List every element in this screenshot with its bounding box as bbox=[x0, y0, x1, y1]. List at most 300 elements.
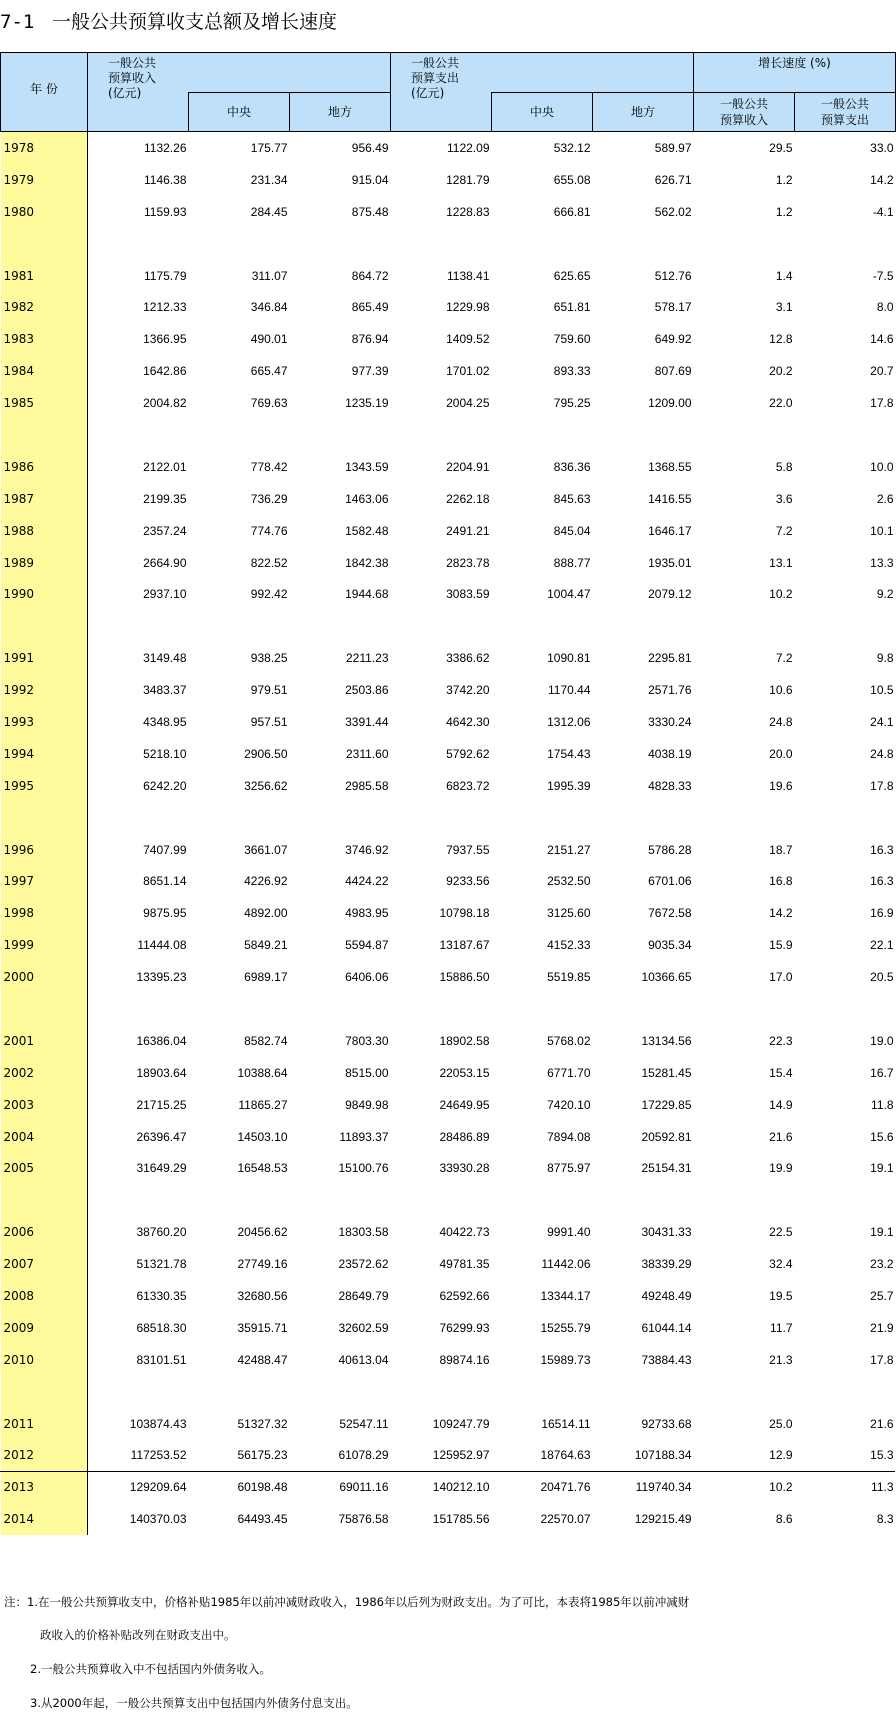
revenue-total-cell: 2004.82 bbox=[143, 396, 187, 411]
growth-revenue-cell: 3.6 bbox=[775, 491, 793, 506]
revenue-local-cell: 3391.44 bbox=[345, 714, 389, 729]
revenue-local-cell: 69011.16 bbox=[339, 1480, 389, 1495]
revenue-local-cell: 4983.95 bbox=[345, 906, 389, 921]
expenditure-local-cell: 7672.58 bbox=[648, 906, 692, 921]
expenditure-total-cell: 13187.67 bbox=[439, 938, 490, 953]
growth-expenditure-cell: 15.6 bbox=[870, 1129, 894, 1144]
expenditure-central-cell: 22570.07 bbox=[540, 1512, 591, 1527]
revenue-central-cell: 60198.48 bbox=[237, 1480, 288, 1495]
growth-revenue-cell: 14.9 bbox=[769, 1097, 793, 1112]
table-row bbox=[1, 961, 896, 993]
expenditure-central-cell: 20471.76 bbox=[540, 1480, 591, 1495]
growth-expenditure-cell: 9.2 bbox=[876, 587, 894, 602]
growth-expenditure-cell: 16.7 bbox=[870, 1065, 894, 1080]
expenditure-central-cell: 1170.44 bbox=[548, 683, 591, 698]
growth-expenditure-cell: 19.1 bbox=[870, 1225, 894, 1240]
revenue-total-cell: 1132.26 bbox=[144, 140, 187, 155]
expenditure-local-cell: 9035.34 bbox=[648, 938, 692, 953]
expenditure-total-cell: 40422.73 bbox=[439, 1225, 490, 1240]
revenue-central-cell: 32680.56 bbox=[237, 1289, 288, 1303]
revenue-central-cell: 665.47 bbox=[250, 364, 288, 379]
revenue-total-cell: 1642.86 bbox=[143, 364, 187, 379]
revenue-total-cell: 6242.20 bbox=[143, 778, 187, 793]
revenue-local-cell: 2503.86 bbox=[345, 683, 389, 698]
growth-revenue-cell: 17.0 bbox=[769, 970, 793, 985]
year-cell: 1995 bbox=[1, 770, 88, 802]
expenditure-local-cell: 807.69 bbox=[654, 364, 692, 379]
year-cell: 1994 bbox=[1, 738, 88, 770]
growth-revenue-cell: 7.2 bbox=[775, 651, 793, 666]
expenditure-central-cell: 6771.70 bbox=[547, 1065, 591, 1080]
revenue-central-cell: 284.45 bbox=[250, 204, 288, 219]
growth-expenditure-cell: 10.1 bbox=[870, 523, 894, 538]
expenditure-central-cell: 795.25 bbox=[553, 396, 591, 411]
revenue-total-cell: 129209.64 bbox=[129, 1480, 187, 1495]
expenditure-central-cell: 5768.02 bbox=[547, 1033, 591, 1048]
growth-revenue-cell: 19.5 bbox=[769, 1289, 793, 1303]
expenditure-local-cell: 512.76 bbox=[654, 268, 692, 283]
revenue-total-cell: 3149.48 bbox=[143, 651, 187, 666]
growth-expenditure-cell: 8.0 bbox=[876, 300, 894, 315]
expenditure-local-cell: 61044.14 bbox=[641, 1320, 692, 1335]
expenditure-total-cell: 28486.89 bbox=[439, 1129, 490, 1144]
header-revenue bbox=[88, 53, 189, 132]
growth-expenditure-cell: 15.3 bbox=[870, 1448, 894, 1463]
expenditure-local-cell: 1416.55 bbox=[648, 491, 692, 506]
expenditure-central-cell: 893.33 bbox=[553, 364, 591, 379]
revenue-local-cell: 28649.79 bbox=[338, 1289, 389, 1303]
expenditure-local-cell: 30431.33 bbox=[641, 1225, 692, 1240]
expenditure-local-cell: 1935.01 bbox=[648, 555, 692, 570]
year-cell: 1998 bbox=[1, 897, 88, 929]
expenditure-local-cell: 4828.33 bbox=[648, 778, 692, 793]
table-row bbox=[1, 323, 896, 355]
expenditure-total-cell: 1229.98 bbox=[446, 300, 490, 315]
revenue-local-cell: 6406.06 bbox=[345, 970, 389, 985]
header-expenditure-central: 中央 bbox=[492, 93, 593, 132]
expenditure-central-cell: 3125.60 bbox=[547, 906, 591, 921]
year-cell: 2000 bbox=[1, 961, 88, 993]
growth-revenue-cell: 29.5 bbox=[769, 140, 793, 155]
header-expenditure bbox=[391, 53, 492, 132]
expenditure-total-cell: 49781.35 bbox=[439, 1257, 490, 1272]
expenditure-total-cell: 7937.55 bbox=[446, 842, 490, 857]
growth-expenditure-cell: 17.8 bbox=[870, 396, 894, 411]
growth-expenditure-cell: 11.3 bbox=[871, 1480, 894, 1495]
growth-expenditure-cell: 21.6 bbox=[870, 1416, 894, 1431]
expenditure-total-cell: 10798.18 bbox=[439, 906, 490, 921]
growth-expenditure-cell: 20.7 bbox=[870, 364, 894, 379]
revenue-central-cell: 3256.62 bbox=[244, 778, 288, 793]
revenue-local-cell: 1343.59 bbox=[345, 459, 389, 474]
expenditure-central-cell: 2151.27 bbox=[547, 842, 591, 857]
expenditure-total-cell: 1138.41 bbox=[447, 268, 490, 283]
table-header bbox=[1, 53, 896, 132]
revenue-central-cell: 35915.71 bbox=[237, 1320, 288, 1335]
table-row bbox=[1, 291, 896, 323]
revenue-central-cell: 16548.53 bbox=[237, 1161, 288, 1176]
revenue-local-cell: 1582.48 bbox=[345, 523, 389, 538]
revenue-central-cell: 8582.74 bbox=[244, 1033, 288, 1048]
table-row bbox=[1, 196, 896, 228]
expenditure-total-cell: 9233.56 bbox=[446, 874, 490, 889]
page-title bbox=[0, 8, 337, 36]
header-growth-revenue bbox=[694, 93, 795, 132]
growth-expenditure-cell: 17.8 bbox=[870, 778, 894, 793]
table-row bbox=[1, 1408, 896, 1440]
revenue-total-cell: 140370.03 bbox=[129, 1512, 187, 1527]
expenditure-local-cell: 6701.06 bbox=[648, 874, 692, 889]
expenditure-local-cell: 25154.31 bbox=[641, 1161, 692, 1176]
growth-revenue-cell: 15.9 bbox=[769, 938, 793, 953]
year-cell: 2011 bbox=[1, 1408, 88, 1440]
revenue-total-cell: 8651.14 bbox=[143, 874, 187, 889]
revenue-central-cell: 14503.10 bbox=[237, 1129, 288, 1144]
table-row bbox=[1, 1344, 896, 1376]
expenditure-local-cell: 626.71 bbox=[654, 172, 692, 187]
revenue-total-cell: 103874.43 bbox=[129, 1416, 187, 1431]
revenue-total-cell: 21715.25 bbox=[136, 1097, 187, 1112]
table-bottom-rule bbox=[0, 1471, 895, 1472]
revenue-local-cell: 864.72 bbox=[351, 268, 389, 283]
revenue-local-cell: 1235.19 bbox=[345, 396, 389, 411]
growth-expenditure-cell: 8.3 bbox=[876, 1512, 894, 1527]
year-cell: 2003 bbox=[1, 1089, 88, 1121]
expenditure-total-cell: 62592.66 bbox=[439, 1289, 490, 1303]
expenditure-total-cell: 2004.25 bbox=[446, 396, 490, 411]
spacer-row bbox=[1, 419, 896, 451]
growth-revenue-cell: 22.0 bbox=[769, 396, 793, 411]
expenditure-total-cell: 4642.30 bbox=[446, 714, 490, 729]
table-title: 一般公共预算收支总额及增长速度 bbox=[52, 11, 338, 33]
year-cell: 2007 bbox=[1, 1248, 88, 1280]
revenue-total-cell: 117253.52 bbox=[130, 1448, 187, 1463]
expenditure-total-cell: 76299.93 bbox=[439, 1320, 490, 1335]
expenditure-total-cell: 15886.50 bbox=[439, 970, 490, 985]
budget-table bbox=[0, 52, 896, 1535]
table-row bbox=[1, 929, 896, 961]
expenditure-local-cell: 2571.76 bbox=[648, 683, 692, 698]
revenue-total-cell: 2664.90 bbox=[143, 555, 187, 570]
expenditure-central-cell: 13344.17 bbox=[540, 1289, 591, 1303]
revenue-central-cell: 51327.32 bbox=[237, 1416, 288, 1431]
year-cell: 1983 bbox=[1, 323, 88, 355]
growth-revenue-cell: 10.2 bbox=[769, 587, 793, 602]
expenditure-total-cell: 2823.78 bbox=[446, 555, 490, 570]
growth-revenue-cell: 19.6 bbox=[769, 778, 793, 793]
expenditure-local-cell: 3330.24 bbox=[648, 714, 692, 729]
revenue-local-cell: 875.48 bbox=[351, 204, 389, 219]
revenue-local-cell: 18303.58 bbox=[338, 1225, 389, 1240]
table-row bbox=[1, 1025, 896, 1057]
revenue-local-cell: 956.49 bbox=[351, 140, 389, 155]
year-cell: 1997 bbox=[1, 865, 88, 897]
year-cell: 2002 bbox=[1, 1057, 88, 1089]
expenditure-total-cell: 1281.79 bbox=[446, 172, 490, 187]
table-row bbox=[1, 578, 896, 610]
growth-expenditure-cell: 21.9 bbox=[870, 1320, 894, 1335]
revenue-local-cell: 8515.00 bbox=[345, 1065, 389, 1080]
growth-expenditure-cell: 13.3 bbox=[870, 555, 894, 570]
expenditure-local-cell: 49248.49 bbox=[641, 1289, 692, 1303]
growth-revenue-cell: 20.2 bbox=[769, 364, 793, 379]
expenditure-local-cell: 13134.56 bbox=[641, 1033, 692, 1048]
revenue-total-cell: 2357.24 bbox=[143, 523, 187, 538]
growth-expenditure-cell: -4.1 bbox=[872, 204, 894, 219]
header-growth: 增长速度 (%) bbox=[694, 53, 896, 93]
revenue-total-cell: 83101.51 bbox=[136, 1352, 187, 1367]
table-row bbox=[1, 483, 896, 515]
year-cell: 2014 bbox=[1, 1503, 88, 1535]
growth-revenue-cell: 22.5 bbox=[769, 1225, 793, 1240]
revenue-central-cell: 56175.23 bbox=[237, 1448, 288, 1463]
revenue-local-cell: 1463.06 bbox=[345, 491, 389, 506]
expenditure-total-cell: 3386.62 bbox=[446, 651, 490, 666]
growth-revenue-cell: 22.3 bbox=[769, 1033, 793, 1048]
expenditure-total-cell: 2262.18 bbox=[446, 491, 490, 506]
table-row bbox=[1, 865, 896, 897]
revenue-local-cell: 1944.68 bbox=[345, 587, 389, 602]
expenditure-local-cell: 1209.00 bbox=[648, 396, 692, 411]
expenditure-central-cell: 1090.81 bbox=[547, 651, 591, 666]
header-expenditure-local: 地方 bbox=[593, 93, 694, 132]
growth-revenue-cell: 14.2 bbox=[769, 906, 793, 921]
revenue-total-cell: 1366.95 bbox=[143, 332, 187, 347]
year-cell: 2005 bbox=[1, 1153, 88, 1185]
year-cell: 1996 bbox=[1, 834, 88, 866]
expenditure-total-cell: 1701.02 bbox=[446, 364, 490, 379]
revenue-local-cell: 4424.22 bbox=[345, 874, 389, 889]
expenditure-central-cell: 16514.11 bbox=[541, 1416, 591, 1431]
expenditure-total-cell: 89874.16 bbox=[439, 1352, 490, 1367]
revenue-central-cell: 4226.92 bbox=[244, 874, 288, 889]
expenditure-central-cell: 15989.73 bbox=[540, 1352, 591, 1367]
expenditure-central-cell: 651.81 bbox=[553, 300, 591, 315]
year-cell: 2001 bbox=[1, 1025, 88, 1057]
expenditure-total-cell: 151785.56 bbox=[432, 1512, 490, 1527]
revenue-central-cell: 4892.00 bbox=[244, 906, 288, 921]
year-cell: 1989 bbox=[1, 547, 88, 579]
expenditure-local-cell: 15281.45 bbox=[641, 1065, 692, 1080]
revenue-local-cell: 52547.11 bbox=[339, 1416, 389, 1431]
revenue-total-cell: 1146.38 bbox=[144, 172, 187, 187]
revenue-local-cell: 2211.23 bbox=[346, 651, 389, 666]
expenditure-central-cell: 625.65 bbox=[553, 268, 591, 283]
growth-revenue-cell: 32.4 bbox=[769, 1257, 793, 1272]
growth-expenditure-cell: 19.0 bbox=[870, 1033, 894, 1048]
year-cell: 1986 bbox=[1, 451, 88, 483]
header-growth-revenue-line2: 预算收入 bbox=[719, 113, 768, 127]
year-cell: 1993 bbox=[1, 706, 88, 738]
table-row bbox=[1, 1280, 896, 1312]
revenue-local-cell: 977.39 bbox=[351, 364, 389, 379]
revenue-total-cell: 2122.01 bbox=[143, 459, 187, 474]
growth-revenue-cell: 13.1 bbox=[769, 555, 793, 570]
growth-revenue-cell: 10.6 bbox=[769, 683, 793, 698]
header-expenditure-line2: 预算支出 bbox=[411, 71, 460, 85]
revenue-local-cell: 1842.38 bbox=[345, 555, 389, 570]
expenditure-central-cell: 8775.97 bbox=[547, 1161, 591, 1176]
revenue-local-cell: 40613.04 bbox=[338, 1352, 389, 1367]
growth-revenue-cell: 5.8 bbox=[775, 459, 793, 474]
expenditure-local-cell: 10366.65 bbox=[641, 970, 692, 985]
expenditure-central-cell: 15255.79 bbox=[540, 1320, 591, 1335]
expenditure-local-cell: 578.17 bbox=[654, 300, 692, 315]
table-row bbox=[1, 1471, 896, 1503]
growth-revenue-cell: 18.7 bbox=[769, 842, 793, 857]
revenue-total-cell: 3483.37 bbox=[143, 683, 187, 698]
header-revenue-line1: 一般公共 bbox=[108, 56, 157, 70]
revenue-total-cell: 31649.29 bbox=[136, 1161, 187, 1176]
expenditure-central-cell: 759.60 bbox=[553, 332, 591, 347]
expenditure-central-cell: 655.08 bbox=[553, 172, 591, 187]
table-row bbox=[1, 897, 896, 929]
table-row bbox=[1, 1312, 896, 1344]
header-growth-expenditure-line2: 预算支出 bbox=[820, 113, 869, 127]
revenue-total-cell: 1212.33 bbox=[143, 300, 187, 315]
header-revenue-line2: 预算收入 bbox=[108, 71, 157, 85]
expenditure-central-cell: 7420.10 bbox=[547, 1097, 591, 1112]
header-growth-revenue-line1: 一般公共 bbox=[719, 97, 768, 111]
table-row bbox=[1, 387, 896, 419]
table-row bbox=[1, 770, 896, 802]
expenditure-total-cell: 1228.83 bbox=[446, 204, 490, 219]
expenditure-total-cell: 2204.91 bbox=[446, 459, 490, 474]
header-revenue-local: 地方 bbox=[290, 93, 391, 132]
growth-expenditure-cell: 14.2 bbox=[870, 172, 894, 187]
year-cell: 2009 bbox=[1, 1312, 88, 1344]
spacer-row bbox=[1, 993, 896, 1025]
growth-expenditure-cell: 24.8 bbox=[870, 746, 894, 761]
revenue-total-cell: 1175.79 bbox=[144, 268, 187, 283]
growth-expenditure-cell: 22.1 bbox=[870, 938, 894, 953]
revenue-central-cell: 822.52 bbox=[250, 555, 288, 570]
table-number: 7-1 bbox=[0, 11, 35, 33]
growth-revenue-cell: 15.4 bbox=[769, 1065, 793, 1080]
expenditure-central-cell: 7894.08 bbox=[547, 1129, 591, 1144]
expenditure-central-cell: 845.04 bbox=[553, 523, 591, 538]
growth-revenue-cell: 24.8 bbox=[769, 714, 793, 729]
table-row bbox=[1, 1057, 896, 1089]
revenue-local-cell: 75876.58 bbox=[338, 1512, 389, 1527]
year-cell: 1980 bbox=[1, 196, 88, 228]
growth-revenue-cell: 1.2 bbox=[775, 172, 793, 187]
expenditure-central-cell: 1004.47 bbox=[547, 587, 591, 602]
expenditure-total-cell: 33930.28 bbox=[439, 1161, 490, 1176]
expenditure-central-cell: 11442.06 bbox=[541, 1257, 591, 1272]
expenditure-local-cell: 589.97 bbox=[654, 140, 692, 155]
revenue-local-cell: 865.49 bbox=[351, 300, 389, 315]
growth-expenditure-cell: 23.2 bbox=[870, 1257, 894, 1272]
table-row bbox=[1, 547, 896, 579]
revenue-total-cell: 16386.04 bbox=[136, 1033, 187, 1048]
year-cell: 2008 bbox=[1, 1280, 88, 1312]
revenue-central-cell: 769.63 bbox=[250, 396, 288, 411]
revenue-local-cell: 32602.59 bbox=[338, 1320, 389, 1335]
growth-revenue-cell: 3.1 bbox=[775, 300, 793, 315]
revenue-total-cell: 5218.10 bbox=[143, 746, 187, 761]
revenue-central-cell: 490.01 bbox=[250, 332, 288, 347]
year-cell: 1991 bbox=[1, 642, 88, 674]
growth-expenditure-cell: 20.5 bbox=[870, 970, 894, 985]
year-cell: 2010 bbox=[1, 1344, 88, 1376]
year-cell: 1999 bbox=[1, 929, 88, 961]
table-row bbox=[1, 1503, 896, 1535]
expenditure-local-cell: 2295.81 bbox=[648, 651, 692, 666]
growth-expenditure-cell: 25.7 bbox=[870, 1289, 894, 1303]
expenditure-total-cell: 1409.52 bbox=[446, 332, 490, 347]
revenue-local-cell: 7803.30 bbox=[345, 1033, 389, 1048]
expenditure-local-cell: 5786.28 bbox=[648, 842, 692, 857]
growth-expenditure-cell: 16.3 bbox=[870, 842, 894, 857]
expenditure-local-cell: 107188.34 bbox=[634, 1448, 692, 1463]
expenditure-total-cell: 5792.62 bbox=[446, 746, 490, 761]
revenue-central-cell: 3661.07 bbox=[244, 842, 288, 857]
revenue-central-cell: 231.34 bbox=[250, 172, 288, 187]
revenue-central-cell: 2906.50 bbox=[244, 746, 288, 761]
growth-revenue-cell: 20.0 bbox=[769, 746, 793, 761]
revenue-local-cell: 5594.87 bbox=[345, 938, 389, 953]
revenue-total-cell: 7407.99 bbox=[143, 842, 187, 857]
expenditure-central-cell: 888.77 bbox=[553, 555, 591, 570]
year-cell: 2012 bbox=[1, 1440, 88, 1472]
revenue-central-cell: 992.42 bbox=[250, 587, 288, 602]
revenue-local-cell: 915.04 bbox=[351, 172, 389, 187]
growth-revenue-cell: 10.2 bbox=[769, 1480, 793, 1495]
year-cell: 1979 bbox=[1, 164, 88, 196]
table-row bbox=[1, 451, 896, 483]
revenue-total-cell: 13395.23 bbox=[136, 970, 187, 985]
spacer-row bbox=[1, 1376, 896, 1408]
expenditure-local-cell: 38339.29 bbox=[641, 1257, 692, 1272]
growth-expenditure-cell: 2.6 bbox=[876, 491, 894, 506]
spacer-row bbox=[1, 1184, 896, 1216]
header-revenue-line3: (亿元) bbox=[108, 86, 142, 100]
revenue-central-cell: 175.77 bbox=[250, 140, 288, 155]
expenditure-total-cell: 6823.72 bbox=[446, 778, 490, 793]
revenue-local-cell: 61078.29 bbox=[338, 1448, 389, 1463]
table-body bbox=[1, 132, 896, 1536]
growth-revenue-cell: 19.9 bbox=[769, 1161, 793, 1176]
revenue-central-cell: 20456.62 bbox=[237, 1225, 288, 1240]
table-row bbox=[1, 1121, 896, 1153]
expenditure-local-cell: 649.92 bbox=[654, 332, 692, 347]
revenue-central-cell: 311.07 bbox=[251, 268, 288, 283]
table-row bbox=[1, 1089, 896, 1121]
table-row bbox=[1, 132, 896, 164]
revenue-central-cell: 774.76 bbox=[250, 523, 288, 538]
header-revenue-central: 中央 bbox=[189, 93, 290, 132]
growth-expenditure-cell: 19.1 bbox=[870, 1161, 894, 1176]
growth-revenue-cell: 1.2 bbox=[775, 204, 793, 219]
expenditure-local-cell: 562.02 bbox=[654, 204, 692, 219]
revenue-total-cell: 18903.64 bbox=[136, 1065, 187, 1080]
table-row bbox=[1, 674, 896, 706]
expenditure-central-cell: 9991.40 bbox=[547, 1225, 591, 1240]
expenditure-total-cell: 18902.58 bbox=[439, 1033, 490, 1048]
growth-expenditure-cell: 10.0 bbox=[870, 459, 894, 474]
table-row bbox=[1, 164, 896, 196]
footnote-3: 3.从2000年起，一般公共预算支出中包括国内外债务付息支出。 bbox=[30, 1696, 358, 1710]
revenue-local-cell: 9849.98 bbox=[345, 1097, 389, 1112]
expenditure-total-cell: 24649.95 bbox=[439, 1097, 490, 1112]
expenditure-central-cell: 845.63 bbox=[553, 491, 591, 506]
growth-revenue-cell: 1.4 bbox=[775, 268, 793, 283]
revenue-total-cell: 68518.30 bbox=[136, 1320, 187, 1335]
footnote-1: 注：1.在一般公共预算收支中，价格补贴1985年以前冲减财政收入，1986年以后列为财政支出。为了可比，本表将1985年以前冲减财 bbox=[4, 1595, 690, 1609]
growth-expenditure-cell: 16.3 bbox=[870, 874, 894, 889]
table-row bbox=[1, 515, 896, 547]
